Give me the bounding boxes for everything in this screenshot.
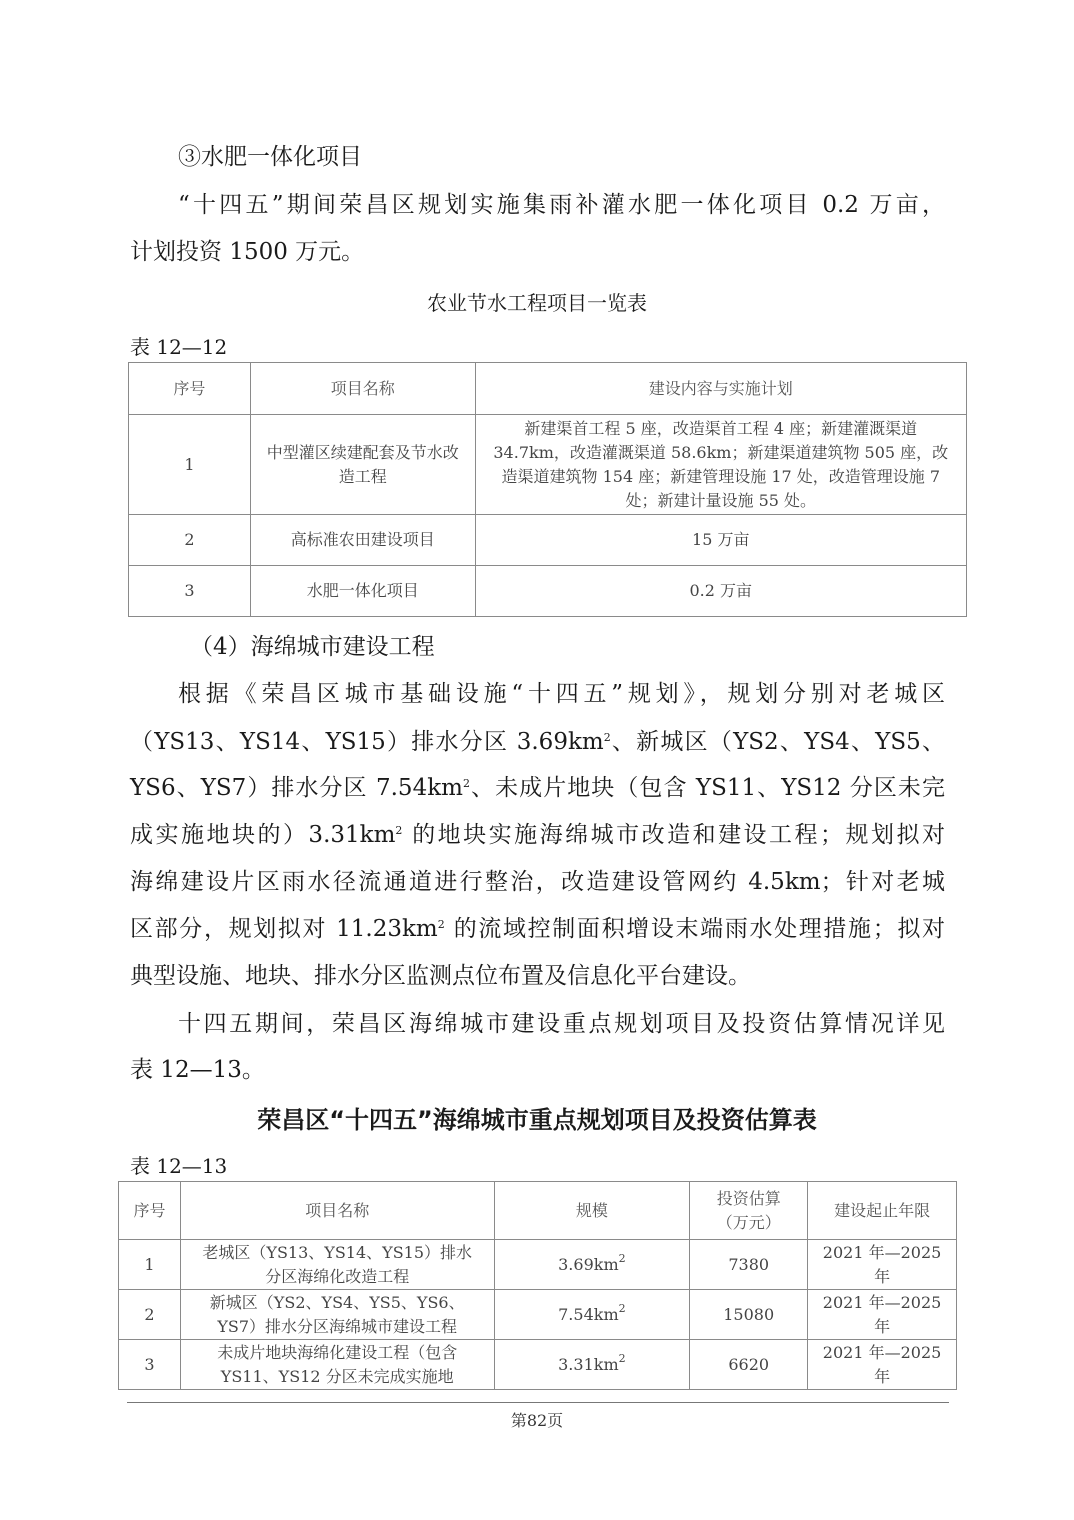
superscript: 2 — [462, 777, 470, 790]
table-label: 表 12—12 — [130, 335, 228, 359]
column-header: 规模 — [494, 1182, 690, 1240]
cell-content: 0.2 万亩 — [475, 566, 966, 617]
superscript: 2 — [437, 918, 445, 931]
cell-investment: 7380 — [690, 1240, 808, 1290]
text-segment: 区部分，规划拟对 11.23km — [130, 916, 438, 942]
paragraph-line: 十四五期间，荣昌区海绵城市建设重点规划项目及投资估算情况详见 — [178, 1011, 945, 1037]
column-header: 项目名称 — [250, 363, 475, 415]
table-row — [119, 1290, 957, 1340]
irrigation-projects-table — [128, 362, 967, 617]
cell-scale — [494, 1290, 690, 1340]
cell-project-name: 中型灌区续建配套及节水改造工程 — [250, 415, 475, 515]
table-header-row — [129, 363, 967, 415]
table-row — [129, 415, 967, 515]
cell-investment: 15080 — [690, 1290, 808, 1340]
cell-project-name: 未成片地块海绵化建设工程（包含 YS11、YS12 分区未完成实施地 — [180, 1340, 494, 1390]
cell-content: 15 万亩 — [475, 515, 966, 566]
column-header: 序号 — [119, 1182, 181, 1240]
column-header: 建设起止年限 — [808, 1182, 957, 1240]
cell-scale — [494, 1340, 690, 1390]
cell-scale — [494, 1240, 690, 1290]
paragraph-line — [130, 914, 945, 944]
cell-number: 1 — [129, 415, 251, 515]
column-header: 建设内容与实施计划 — [475, 363, 966, 415]
scale-value: 7.54km — [558, 1304, 619, 1324]
text-segment: 、未成片地块（包含 YS11、YS12 分区未完 — [469, 775, 945, 801]
paragraph-line: “十四五”期间荣昌区规划实施集雨补灌水肥一体化项目 0.2 万亩， — [178, 192, 945, 218]
paragraph-line — [130, 820, 945, 850]
text-segment: 的流域控制面积增设末端雨水处理措施；拟对 — [444, 916, 945, 942]
cell-years: 2021 年—2025 年 — [808, 1240, 957, 1290]
column-header: 项目名称 — [180, 1182, 494, 1240]
paragraph-line: 根据《荣昌区城市基础设施“十四五”规划》，规划分别对老城区 — [178, 681, 945, 707]
scale-value: 3.69km — [558, 1254, 619, 1274]
text-segment: 、新城区（YS2、YS4、YS5、 — [610, 729, 945, 755]
superscript: 2 — [618, 1351, 626, 1365]
table-header-row — [119, 1182, 957, 1240]
table-row — [129, 515, 967, 566]
table-label: 表 12—13 — [130, 1154, 228, 1178]
table-row — [119, 1340, 957, 1390]
cell-project-name: 老城区（YS13、YS14、YS15）排水分区海绵化改造工程 — [180, 1240, 494, 1290]
paragraph-line: 海绵建设片区雨水径流通道进行整治，改造建设管网约 4.5km；针对老城 — [130, 869, 945, 895]
cell-number: 2 — [119, 1290, 181, 1340]
cell-project-name: 高标准农田建设项目 — [250, 515, 475, 566]
table-row — [119, 1240, 957, 1290]
sponge-city-projects-table — [118, 1181, 957, 1390]
superscript: 2 — [618, 1251, 626, 1265]
paragraph-line — [130, 727, 945, 757]
superscript: 2 — [395, 824, 403, 837]
column-header: 投资估算（万元） — [690, 1182, 808, 1240]
column-header: 序号 — [129, 363, 251, 415]
cell-number: 3 — [119, 1340, 181, 1390]
superscript: 2 — [603, 731, 611, 744]
cell-project-name: 水肥一体化项目 — [250, 566, 475, 617]
paragraph-line — [130, 773, 945, 803]
text-segment: （YS13、YS14、YS15）排水分区 3.69km — [130, 729, 604, 755]
section-heading-sponge-city: （4）海绵城市建设工程 — [190, 634, 435, 660]
text-segment: 的地块实施海绵城市改造和建设工程；规划拟对 — [402, 822, 945, 848]
cell-content: 新建渠首工程 5 座，改造渠首工程 4 座；新建灌溉渠道 34.7km，改造灌溉渠道 58.6km；新建渠道建筑物 505 座，改造渠道建筑物 154 座；新建管理设施 17 处，改造管理设施 7 处；新建计量设施 55 处。 — [475, 415, 966, 515]
page-number: 第82页 — [510, 1411, 564, 1430]
scale-value: 3.31km — [558, 1354, 619, 1374]
cell-project-name: 新城区（YS2、YS4、YS5、YS6、YS7）排水分区海绵城市建设工程 — [180, 1290, 494, 1340]
cell-number: 2 — [129, 515, 251, 566]
text-segment: 成实施地块的）3.31km — [130, 822, 396, 848]
cell-number: 3 — [129, 566, 251, 617]
text-segment: YS6、YS7）排水分区 7.54km — [130, 775, 463, 801]
cell-years: 2021 年—2025 年 — [808, 1340, 957, 1390]
paragraph-line: 典型设施、地块、排水分区监测点位布置及信息化平台建设。 — [130, 963, 751, 989]
table-row — [129, 566, 967, 617]
section-heading-water-fertilizer: ③水肥一体化项目 — [178, 144, 362, 170]
paragraph-line: 计划投资 1500 万元。 — [130, 239, 365, 265]
cell-number: 1 — [119, 1240, 181, 1290]
cell-investment: 6620 — [690, 1340, 808, 1390]
paragraph-line: 表 12—13。 — [130, 1057, 265, 1083]
table-title: 荣昌区“十四五”海绵城市重点规划项目及投资估算表 — [257, 1106, 817, 1134]
table-title: 农业节水工程项目一览表 — [427, 291, 647, 315]
footer-divider — [127, 1402, 949, 1403]
cell-years: 2021 年—2025 年 — [808, 1290, 957, 1340]
superscript: 2 — [618, 1301, 626, 1315]
